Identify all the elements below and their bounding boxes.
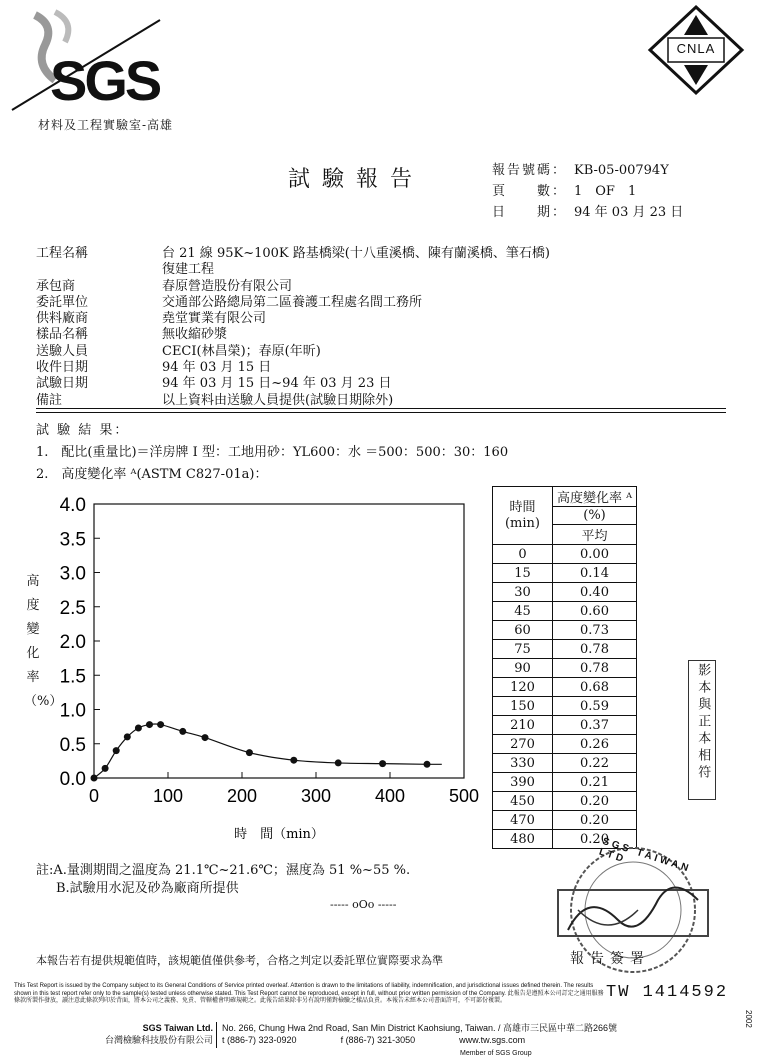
info-value: 無收縮砂漿 <box>162 327 228 343</box>
divider <box>36 412 726 413</box>
report-title: 試驗報告 <box>288 167 425 192</box>
info-value: 台 21 線 95K~100K 路基橋梁(十八重溪橋、陳有蘭溪橋、筆石橋) <box>162 246 550 261</box>
info-row <box>36 279 726 295</box>
rate-cell: 0.78 <box>553 640 637 659</box>
table-row <box>493 773 637 792</box>
data-point <box>179 728 186 735</box>
lab-name: 材料及工程實驗室-高雄 <box>38 118 174 132</box>
y-tick-label: 1.5 <box>59 666 86 688</box>
x-tick-label: 0 <box>88 786 100 806</box>
table-row <box>493 697 637 716</box>
sgs-logo-text: SGS <box>50 49 160 112</box>
time-cell: 270 <box>493 735 553 754</box>
seal-text: SGS TAIWAN LTD <box>597 835 693 876</box>
legal-text: This Test Report is issued by the Company subject to its General Conditions of Service printed overleaf. Attention is drawn to the limitations of liability, indemnification, and jurisdictional issues defined therein. The results shown in this test report refer only to the sample(s) tested unless otherwise stated. This Test Report cannot be reproduced, except in full, without prior written permission of the Company. 此報告是遵照本公司訂定之通用服務條款所製作發放，讀注意此條款列印於背面，將本公司之義務、免責、管轄權會明確規範之。此報告結果除非另有說明僅對檢驗之樣品負責。本報告未經本公司書面許可，不可部份複製。 <box>14 983 604 1004</box>
y-tick-label: 3.0 <box>59 563 86 585</box>
y-tick-label: 2.0 <box>59 632 86 653</box>
info-key: 送驗人員 <box>36 343 89 359</box>
footer-tel: t (886-7) 323-0920 <box>222 1035 297 1045</box>
end-mark: ----- oOo ----- <box>330 898 397 911</box>
rate-cell: 0.40 <box>553 583 637 602</box>
rate-cell: 0.22 <box>553 754 637 773</box>
serial-number: TW 1414592 <box>606 983 729 1002</box>
table-row <box>493 792 637 811</box>
time-cell: 45 <box>493 602 553 621</box>
info-value: 94 年 03 月 15 日~94 年 03 月 23 日 <box>162 376 392 392</box>
series-line <box>94 724 442 778</box>
table-row <box>493 545 637 564</box>
rate-cell: 0.68 <box>553 678 637 697</box>
results-item-2: 2. 高度變化率 ᴬ(ASTM C827-01a)： <box>36 467 268 482</box>
data-point <box>335 759 342 766</box>
copy-stamp <box>688 660 716 800</box>
pages-value: 1 OF 1 <box>574 184 637 199</box>
footer-divider <box>216 1022 217 1048</box>
info-row <box>36 360 726 376</box>
x-tick-label: 400 <box>374 786 406 806</box>
signature-label: 報告簽署 <box>570 951 650 967</box>
time-cell: 0 <box>493 545 553 564</box>
rate-cell: 0.21 <box>553 773 637 792</box>
data-point <box>146 721 153 728</box>
y-tick-label: 0.5 <box>59 734 86 756</box>
rate-cell: 0.26 <box>553 735 637 754</box>
height-change-table <box>492 486 637 849</box>
x-tick-label: 500 <box>448 786 480 806</box>
time-cell: 470 <box>493 811 553 830</box>
table-row <box>493 564 637 583</box>
data-point <box>246 749 253 756</box>
results-heading: 試 驗 結 果： <box>36 423 130 438</box>
table-header-unit: (%) <box>553 507 637 525</box>
divider <box>36 408 726 409</box>
cnla-logo <box>646 5 746 95</box>
info-key: 承包商 <box>36 278 76 294</box>
footer-contact <box>222 1022 752 1046</box>
table-row <box>493 659 637 678</box>
x-tick-label: 300 <box>300 786 332 806</box>
rate-cell: 0.73 <box>553 621 637 640</box>
project-info <box>36 246 726 409</box>
company-cn: 台灣檢驗科技股份有限公司 <box>104 1035 213 1045</box>
x-tick-label: 200 <box>226 786 258 806</box>
table-row <box>493 811 637 830</box>
info-key: 工程名稱 <box>36 246 89 261</box>
time-cell: 330 <box>493 754 553 773</box>
time-cell: 210 <box>493 716 553 735</box>
table-header-avg: 平均 <box>553 525 637 545</box>
data-point <box>379 760 386 767</box>
data-point <box>91 775 98 782</box>
chart-ylabel: 高度變化率（%） <box>24 574 63 709</box>
info-value: CECI(林昌榮)；春原(年昕) <box>162 343 321 359</box>
data-point <box>202 734 209 741</box>
data-point <box>424 761 431 768</box>
info-key: 委託單位 <box>36 294 89 310</box>
info-row <box>36 246 726 262</box>
info-row <box>36 262 726 278</box>
info-value: 交通部公路總局第二區養護工程處名間工務所 <box>162 294 423 310</box>
data-point <box>290 757 297 764</box>
info-row <box>36 393 726 409</box>
rate-cell: 0.59 <box>553 697 637 716</box>
info-value: 復建工程 <box>162 262 215 278</box>
info-row <box>36 376 726 392</box>
data-point <box>124 733 131 740</box>
rate-cell: 0.37 <box>553 716 637 735</box>
chart-xlabel: 時 間（min） <box>234 827 324 842</box>
rate-cell: 0.00 <box>553 545 637 564</box>
company-en: SGS Taiwan Ltd. <box>142 1023 213 1033</box>
table-row <box>493 678 637 697</box>
rate-cell: 0.20 <box>553 811 637 830</box>
info-value: 以上資料由送驗人員提供(試驗日期除外) <box>162 392 394 408</box>
table-row <box>493 716 637 735</box>
y-tick-label: 0.0 <box>59 769 86 790</box>
data-point <box>102 765 109 772</box>
copy-stamp-text: 影本與正本相符 <box>695 663 711 782</box>
report-meta <box>492 160 683 223</box>
plot-frame <box>94 504 464 778</box>
y-tick-label: 2.5 <box>59 597 86 619</box>
info-row <box>36 344 726 360</box>
footer-address: No. 266, Chung Hwa 2nd Road, San Min District Kaohsiung, Taiwan. / 高雄市三民區中華二路266號 <box>222 1023 618 1033</box>
time-cell: 30 <box>493 583 553 602</box>
disclaimer-cn: 本報告若有提供規範值時，該規範值僅供參考，合格之判定以委託單位實際要求為準 <box>36 954 443 967</box>
time-cell: 120 <box>493 678 553 697</box>
info-row <box>36 327 726 343</box>
note-a: 註:A.量測期間之溫度為 21.1℃~21.6℃；濕度為 51 %~55 %. <box>36 863 411 878</box>
table-header-rate: 高度變化率 ᴬ <box>553 487 637 507</box>
y-tick-label: 3.5 <box>59 529 86 551</box>
data-point <box>157 721 164 728</box>
sgs-logo <box>10 10 190 130</box>
report-no: KB-05-00794Y <box>574 163 669 178</box>
info-row <box>36 311 726 327</box>
time-cell: 480 <box>493 830 553 849</box>
report-no-label: 報告號碼： <box>492 163 568 178</box>
info-value: 94 年 03 月 15 日 <box>162 360 272 376</box>
height-change-chart <box>28 490 480 850</box>
table-row <box>493 754 637 773</box>
member-text: Member of SGS Group <box>460 1050 532 1057</box>
note-b: B.試驗用水泥及砂為廠商所提供 <box>56 881 239 896</box>
date-label: 日 期： <box>492 205 568 220</box>
y-tick-label: 1.0 <box>59 700 86 722</box>
footer-web[interactable]: www.tw.sgs.com <box>459 1035 526 1045</box>
rate-cell: 0.14 <box>553 564 637 583</box>
y-tick-label: 4.0 <box>59 495 86 516</box>
time-cell: 75 <box>493 640 553 659</box>
rate-cell: 0.60 <box>553 602 637 621</box>
notes <box>36 862 410 898</box>
table-row <box>493 640 637 659</box>
x-tick-label: 100 <box>152 786 184 806</box>
time-cell: 90 <box>493 659 553 678</box>
info-key: 備註 <box>36 392 63 408</box>
data-point <box>113 747 120 754</box>
rate-cell: 0.20 <box>553 830 637 849</box>
footer-fax: f (886-7) 321-3050 <box>340 1035 416 1045</box>
table-row <box>493 602 637 621</box>
info-key <box>36 262 162 278</box>
results-item-1: 1. 配比(重量比)＝洋房牌 I 型：工地用砂：YL600：水 ＝500：500：30：160 <box>36 445 509 460</box>
info-row <box>36 295 726 311</box>
pages-label: 頁 數： <box>492 184 568 199</box>
table-row <box>493 583 637 602</box>
data-point <box>135 724 142 731</box>
time-cell: 390 <box>493 773 553 792</box>
time-cell: 60 <box>493 621 553 640</box>
table-body <box>493 545 637 849</box>
time-cell: 15 <box>493 564 553 583</box>
side-number: 2002 <box>744 1010 753 1028</box>
info-key: 供料廠商 <box>36 311 89 327</box>
info-key: 樣品名稱 <box>36 327 89 343</box>
time-cell: 150 <box>493 697 553 716</box>
date-value: 94 年 03 月 23 日 <box>574 205 684 220</box>
table-row <box>493 735 637 754</box>
footer-company <box>105 1022 213 1046</box>
rate-cell: 0.78 <box>553 659 637 678</box>
cnla-text: CNLA <box>676 41 716 56</box>
table-row <box>493 621 637 640</box>
info-key: 收件日期 <box>36 360 89 376</box>
table-header-time: 時間 (min) <box>493 487 553 545</box>
info-value: 堯堂實業有限公司 <box>162 311 267 327</box>
results-section <box>36 420 508 486</box>
rate-cell: 0.20 <box>553 792 637 811</box>
time-cell: 450 <box>493 792 553 811</box>
info-value: 春原營造股份有限公司 <box>162 278 293 294</box>
info-key: 試驗日期 <box>36 376 89 392</box>
